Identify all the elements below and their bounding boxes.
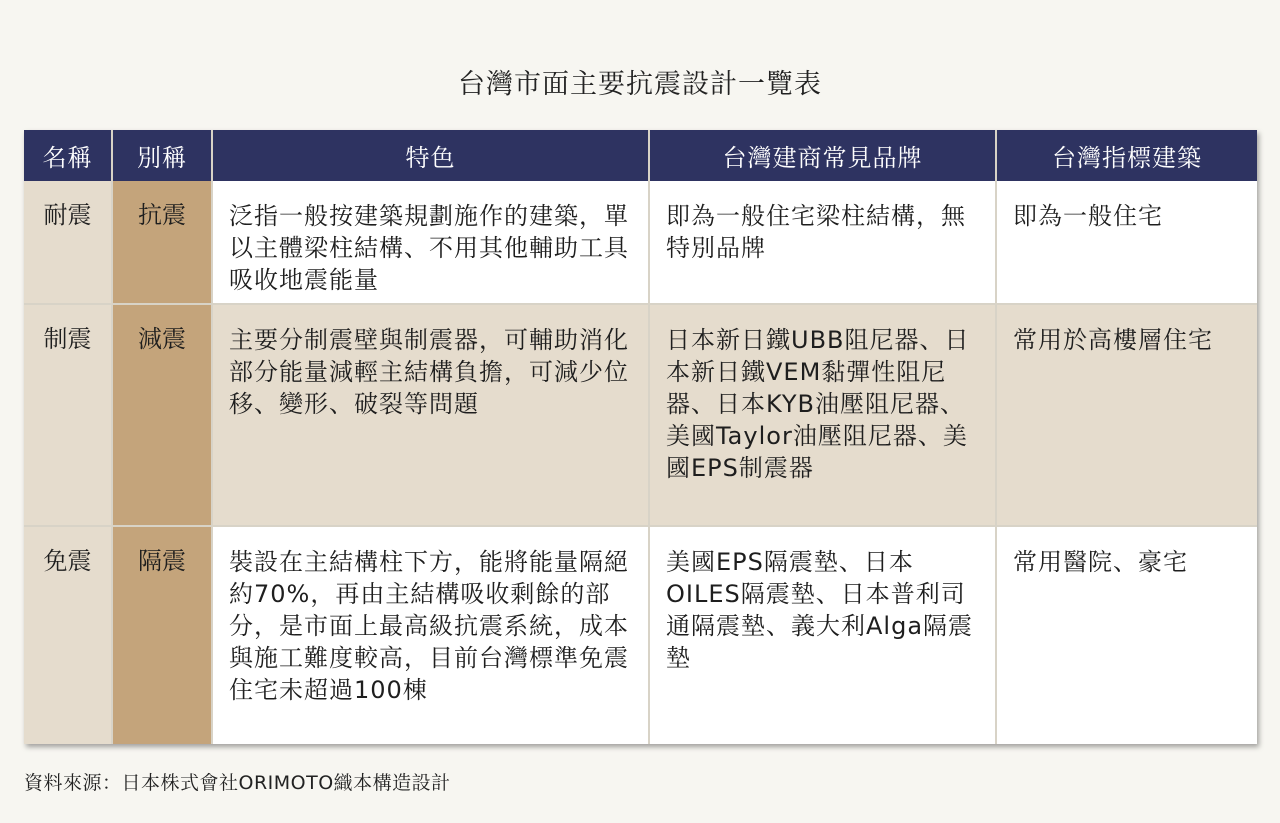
table-title: 台灣市面主要抗震設計一覽表 bbox=[458, 69, 822, 100]
cell-buildings: 即為一般住宅 bbox=[996, 181, 1257, 304]
cell-feature: 泛指一般按建築規劃施作的建築，單以主體梁柱結構、不用其他輔助工具吸收地震能量 bbox=[212, 181, 649, 304]
cell-buildings: 常用醫院、豪宅 bbox=[996, 526, 1257, 744]
cell-name: 耐震 bbox=[24, 181, 112, 304]
header-feature: 特色 bbox=[212, 130, 649, 181]
header-name: 名稱 bbox=[24, 130, 112, 181]
cell-buildings: 常用於高樓層住宅 bbox=[996, 304, 1257, 526]
cell-brands: 日本新日鐵UBB阻尼器、日本新日鐵VEM黏彈性阻尼器、日本KYB油壓阻尼器、美國Taylor油壓阻尼器、美國EPS制震器 bbox=[649, 304, 996, 526]
table-header-row bbox=[24, 130, 1257, 181]
cell-alias: 隔震 bbox=[112, 526, 212, 744]
cell-alias: 抗震 bbox=[112, 181, 212, 304]
cell-name: 制震 bbox=[24, 304, 112, 526]
header-buildings: 台灣指標建築 bbox=[996, 130, 1257, 181]
cell-name: 免震 bbox=[24, 526, 112, 744]
table-row bbox=[24, 181, 1257, 304]
cell-brands: 即為一般住宅梁柱結構，無特別品牌 bbox=[649, 181, 996, 304]
comparison-table-container bbox=[24, 130, 1257, 744]
header-alias: 別稱 bbox=[112, 130, 212, 181]
comparison-table bbox=[24, 130, 1257, 744]
data-source-note: 資料來源：日本株式會社ORIMOTO織本構造設計 bbox=[24, 772, 451, 794]
cell-alias: 減震 bbox=[112, 304, 212, 526]
cell-feature: 主要分制震壁與制震器，可輔助消化部分能量減輕主結構負擔，可減少位移、變形、破裂等問題 bbox=[212, 304, 649, 526]
table-row bbox=[24, 304, 1257, 526]
table-row bbox=[24, 526, 1257, 744]
cell-feature: 裝設在主結構柱下方，能將能量隔絕約70%，再由主結構吸收剩餘的部分，是市面上最高級抗震系統，成本與施工難度較高，目前台灣標準免震住宅未超過100棟 bbox=[212, 526, 649, 744]
header-brands: 台灣建商常見品牌 bbox=[649, 130, 996, 181]
cell-brands: 美國EPS隔震墊、日本OILES隔震墊、日本普利司通隔震墊、義大利Alga隔震墊 bbox=[649, 526, 996, 744]
